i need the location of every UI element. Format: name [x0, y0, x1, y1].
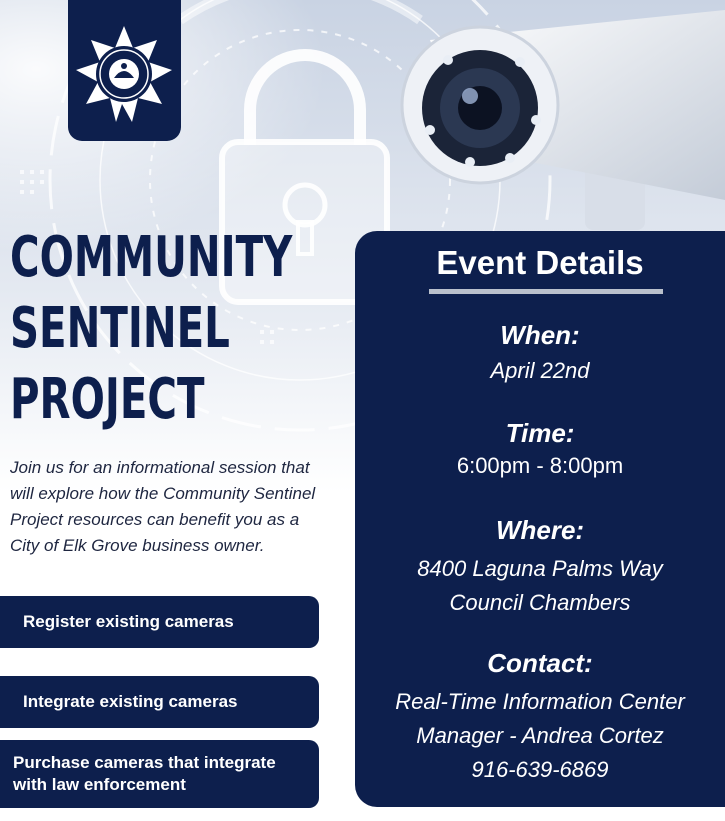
contact-phone[interactable]: 916-639-6869: [471, 757, 609, 782]
purchase-cameras-label-line-1: Purchase cameras that integrate: [13, 753, 276, 772]
heading-divider: [429, 289, 663, 294]
integrate-cameras-button[interactable]: [0, 676, 319, 728]
where-room: Council Chambers: [449, 590, 631, 615]
title-line-2: SENTINEL: [10, 296, 230, 361]
event-details-heading: Event Details: [436, 244, 644, 281]
city-seal-star-badge-icon: [72, 24, 177, 124]
register-cameras-button[interactable]: [0, 596, 319, 648]
intro-text: Join us for an informational session that will explore how the Community Sentinel Project resources can benefit you as a City of Elk Grove business owner.: [10, 458, 316, 555]
title-line-3: PROJECT: [10, 367, 205, 432]
integrate-cameras-label: Integrate existing cameras: [23, 692, 238, 711]
when-label: When:: [500, 320, 580, 350]
time-value: 6:00pm - 8:00pm: [456, 453, 624, 478]
event-details-panel: [355, 231, 725, 807]
contact-label: Contact:: [487, 648, 593, 678]
page-title: [10, 222, 292, 435]
title-line-1: COMMUNITY: [10, 225, 293, 290]
contact-title: Real-Time Information Center: [395, 689, 685, 714]
purchase-cameras-label-line-2: with law enforcement: [13, 775, 186, 794]
where-label: Where:: [495, 515, 585, 545]
register-cameras-label: Register existing cameras: [23, 612, 234, 631]
purchase-cameras-button[interactable]: [0, 740, 319, 808]
time-label: Time:: [505, 418, 575, 448]
city-badge: [68, 0, 181, 141]
contact-name: Manager - Andrea Cortez: [416, 723, 664, 748]
when-value: April 22nd: [490, 358, 590, 383]
where-address: 8400 Laguna Palms Way: [417, 556, 663, 581]
